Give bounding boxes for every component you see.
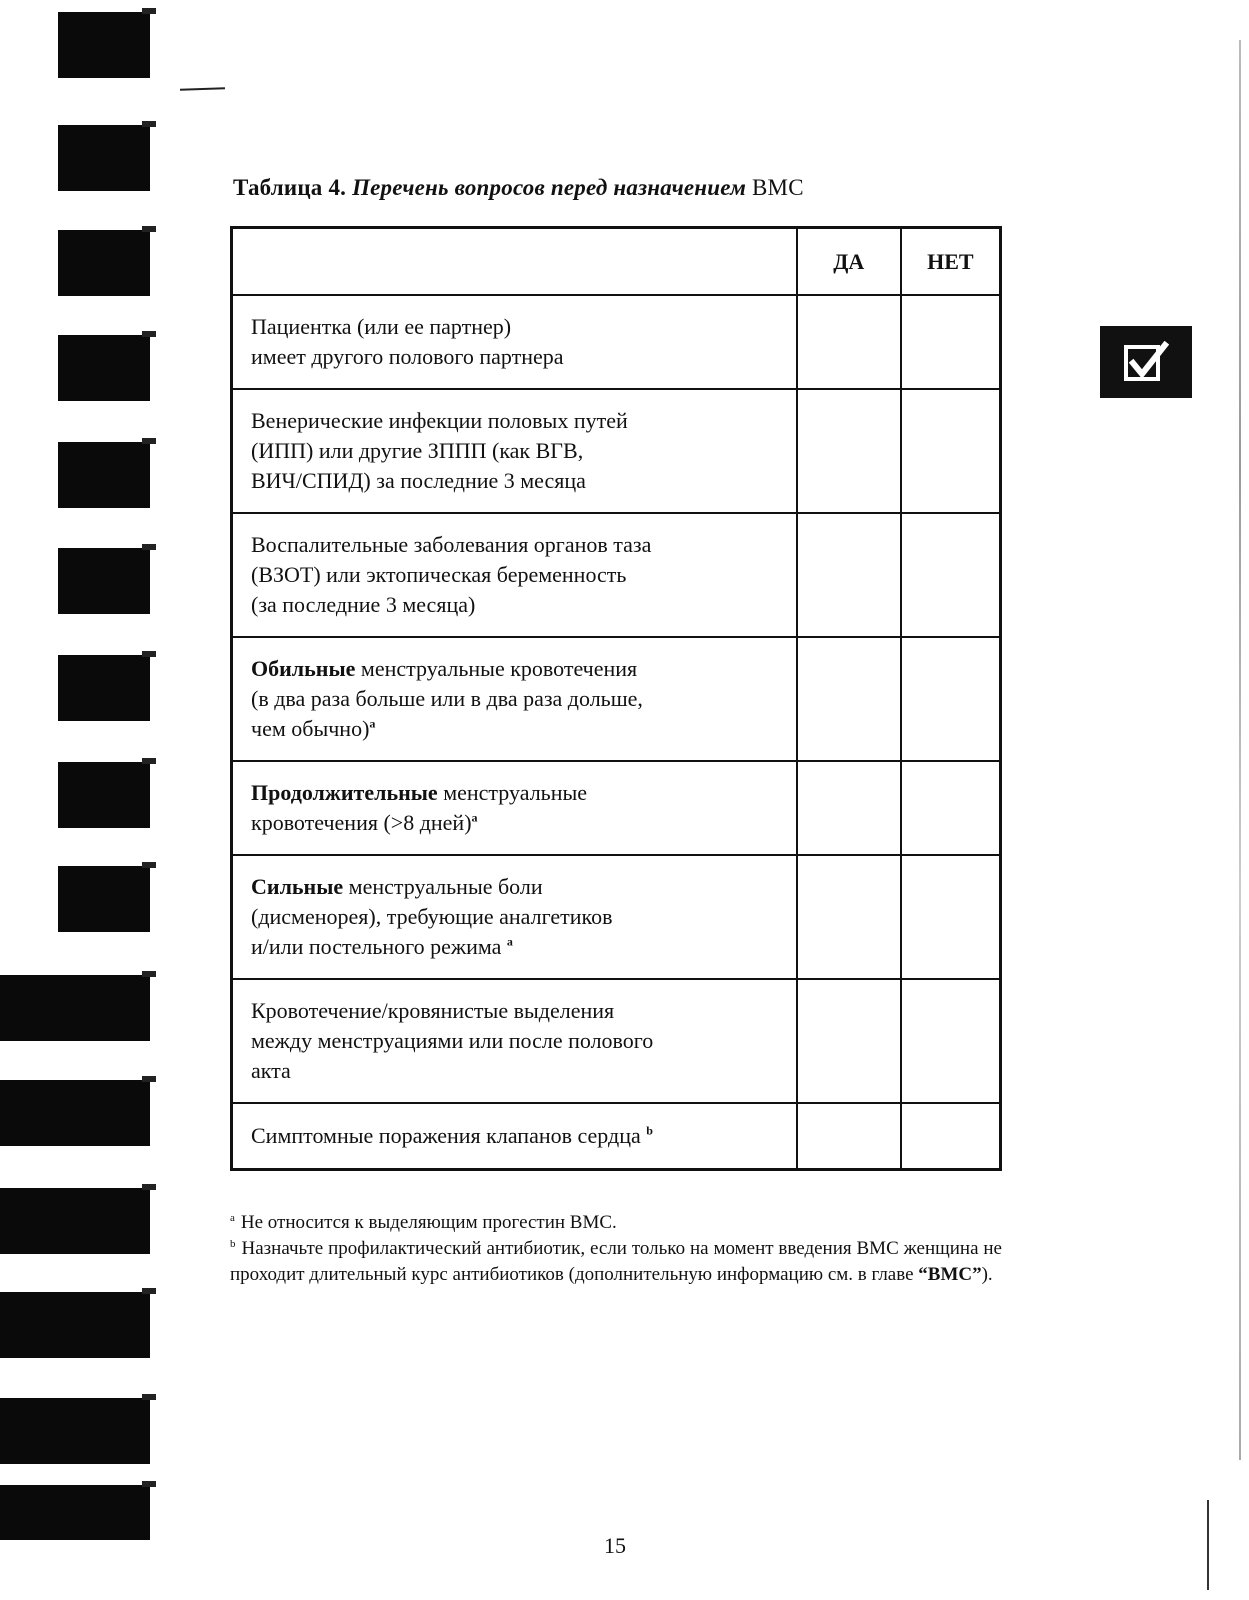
binding-ring	[58, 12, 150, 78]
chapter-reference: “ВМС”	[918, 1264, 982, 1285]
answer-yes-cell[interactable]	[797, 637, 901, 761]
binding-ring	[58, 548, 150, 614]
answer-yes-cell[interactable]	[797, 295, 901, 389]
answer-no-cell[interactable]	[901, 637, 1001, 761]
footnote-text: Назначьте профилактический антибиотик, если только на момент введения ВМС женщина не проходит длительный курс антибиотиков (дополнительную информацию см. в главе	[230, 1238, 1002, 1285]
answer-no-cell[interactable]	[901, 513, 1001, 637]
footnote-reference: b	[646, 1123, 653, 1138]
footnote-reference: a	[369, 716, 376, 731]
binding-ring	[58, 125, 150, 191]
question-cell	[232, 979, 797, 1103]
question-text: Кровотечение/кровянистые выделения между менструациями или после полового акта	[251, 998, 654, 1083]
table-title: Перечень вопросов перед назначением	[352, 175, 747, 200]
binding-ring	[58, 335, 150, 401]
footnote-b	[230, 1236, 1002, 1288]
answer-no-cell[interactable]	[901, 855, 1001, 979]
binding-ring	[0, 1188, 150, 1254]
binding-ring	[58, 442, 150, 508]
answer-no-cell[interactable]	[901, 1103, 1001, 1169]
question-text: менструальные боли (дисменорея), требующие аналгетиков и/или постельного режима	[251, 874, 613, 959]
table-row	[232, 1103, 1001, 1169]
answer-yes-cell[interactable]	[797, 979, 901, 1103]
page-edge	[1207, 1500, 1209, 1590]
footnote-text-end: ).	[981, 1264, 993, 1285]
answer-yes-cell[interactable]	[797, 855, 901, 979]
question-cell	[232, 389, 797, 513]
binding-ring	[0, 1292, 150, 1358]
footnote-text: Не относится к выделяющим прогестин ВМС.	[240, 1212, 617, 1233]
question-text: Симптомные поражения клапанов сердца	[251, 1122, 647, 1148]
question-text: менструальные кровотечения (в два раза больше или в два раза дольше, чем обычно)	[251, 656, 643, 741]
header-row	[232, 228, 1001, 296]
question-text: Воспалительные заболевания органов таза (ВЗОТ) или эктопическая беременность (за последние 3 месяца)	[251, 532, 652, 617]
checkbox-checked-icon	[1100, 326, 1192, 398]
question-text: менструальные кровотечения (>8 дней)	[251, 780, 588, 835]
binding-ring	[58, 762, 150, 828]
binding-ring	[58, 866, 150, 932]
footnote-marker: b	[230, 1237, 236, 1250]
table-title-tail: ВМС	[752, 175, 804, 200]
header-question	[232, 228, 797, 296]
table-row	[232, 295, 1001, 389]
question-cell	[232, 637, 797, 761]
answer-yes-cell[interactable]	[797, 761, 901, 855]
page-edge	[1239, 40, 1241, 1460]
table-row	[232, 389, 1001, 513]
question-cell	[232, 295, 797, 389]
table-label: Таблица 4.	[233, 175, 347, 200]
question-text: Пациентка (или ее партнер) имеет другого полового партнера	[251, 314, 564, 369]
checklist-table	[230, 226, 1002, 1171]
answer-no-cell[interactable]	[901, 295, 1001, 389]
scan-mark	[180, 87, 225, 91]
footnote-marker: a	[230, 1211, 235, 1224]
answer-yes-cell[interactable]	[797, 513, 901, 637]
binding-ring	[58, 655, 150, 721]
binding-ring	[0, 1080, 150, 1146]
binding-ring	[0, 1398, 150, 1464]
page-number: 15	[604, 1533, 626, 1558]
table-row	[232, 979, 1001, 1103]
table-row	[232, 513, 1001, 637]
header-yes: ДА	[797, 228, 901, 296]
footnote-reference: a	[506, 934, 513, 949]
footnote-reference: a	[471, 810, 478, 825]
question-emphasis: Обильные	[251, 656, 356, 681]
answer-yes-cell[interactable]	[797, 1103, 901, 1169]
question-cell	[232, 855, 797, 979]
answer-no-cell[interactable]	[901, 389, 1001, 513]
footnote-a	[230, 1210, 1002, 1236]
question-emphasis: Продолжительные	[251, 780, 438, 805]
table-row	[232, 855, 1001, 979]
answer-no-cell[interactable]	[901, 761, 1001, 855]
spiral-binding	[0, 0, 160, 1600]
question-cell	[232, 761, 797, 855]
binding-ring	[0, 1485, 150, 1540]
question-text: Венерические инфекции половых путей (ИПП) или другие ЗППП (как ВГВ, ВИЧ/СПИД) за последние 3 месяца	[251, 408, 628, 493]
binding-ring	[0, 975, 150, 1041]
footnotes	[230, 1210, 1002, 1288]
table-caption	[233, 175, 804, 201]
answer-no-cell[interactable]	[901, 979, 1001, 1103]
binding-ring	[58, 230, 150, 296]
table-row	[232, 761, 1001, 855]
question-emphasis: Сильные	[251, 874, 344, 899]
question-cell	[232, 513, 797, 637]
answer-yes-cell[interactable]	[797, 389, 901, 513]
header-no: НЕТ	[901, 228, 1001, 296]
table-row	[232, 637, 1001, 761]
question-cell	[232, 1103, 797, 1169]
